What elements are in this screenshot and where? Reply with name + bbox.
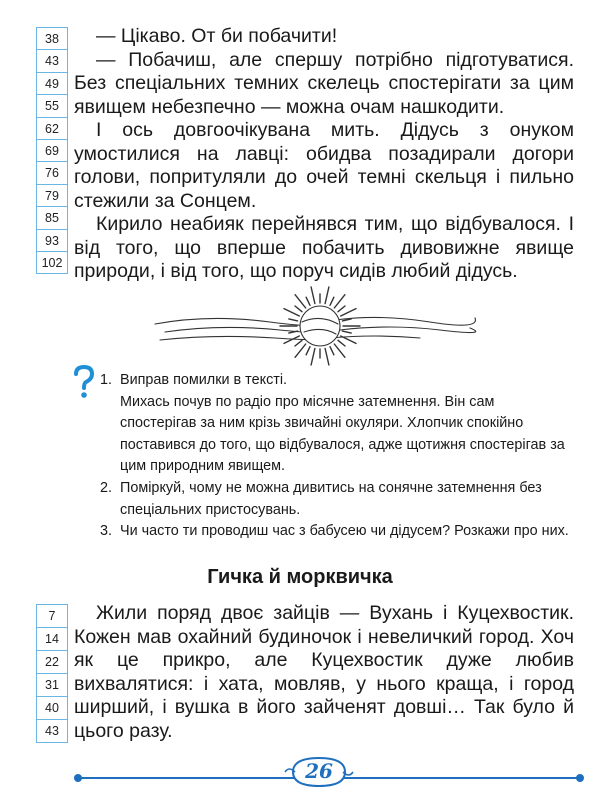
word-count-cell: 22 xyxy=(37,651,67,674)
sun-ray xyxy=(338,340,345,346)
word-count-cell: 85 xyxy=(37,207,67,229)
question-number: 3. xyxy=(100,523,113,540)
question-title: Чи часто ти проводиш час з бабусею чи дідусем? Розкажи про них. xyxy=(120,523,569,540)
question-mark-icon xyxy=(73,365,95,399)
word-count-cell: 38 xyxy=(37,28,67,50)
word-count-cell: 43 xyxy=(37,720,67,743)
questions-block xyxy=(100,370,570,543)
question-number: 2. xyxy=(100,479,113,496)
sun-ray xyxy=(311,287,315,304)
sun-ray xyxy=(330,347,334,355)
sun-ray xyxy=(306,347,310,355)
word-count-cell: 43 xyxy=(37,50,67,72)
word-count-cell: 49 xyxy=(37,73,67,95)
sun-ray xyxy=(295,344,306,357)
story-text-top xyxy=(74,25,574,284)
word-count-column-top xyxy=(36,27,68,274)
story-title: Гичка й морквичка xyxy=(207,566,393,588)
word-count-column-bottom xyxy=(36,604,68,743)
sun-ray xyxy=(334,295,345,308)
story-paragraph: — Цікаво. От би побачити! xyxy=(96,25,338,47)
sun-ray xyxy=(289,319,298,321)
sun-ray xyxy=(325,287,329,304)
sun-ray xyxy=(284,309,299,316)
sun-ray xyxy=(295,295,306,308)
word-count-cell: 7 xyxy=(37,605,67,628)
question-body: Михась почув по радіо про місячне затемнення. Він сам спостерігав за ним крізь звичайні окуляри. Хлопчик спокійно поставився до того, що відбувалося, адже щотижня спостерігав за цим природним явищем. xyxy=(120,393,565,475)
sun-ray xyxy=(342,331,351,333)
question-item xyxy=(100,521,570,543)
sun-ray xyxy=(306,297,310,305)
question-number: 1. xyxy=(100,372,113,388)
word-count-cell: 76 xyxy=(37,162,67,184)
page-number: 26 xyxy=(305,759,333,783)
word-count-cell: 40 xyxy=(37,697,67,720)
sun-ray xyxy=(330,297,334,305)
question-item xyxy=(100,370,570,478)
sun-eclipse-illustration xyxy=(150,284,480,368)
word-count-cell: 55 xyxy=(37,95,67,117)
sun-ray xyxy=(334,344,345,357)
word-count-cell: 14 xyxy=(37,628,67,651)
story-text-bottom xyxy=(74,602,574,743)
word-count-cell: 93 xyxy=(37,230,67,252)
word-count-cell: 69 xyxy=(37,140,67,162)
word-count-cell: 62 xyxy=(37,118,67,140)
word-count-cell: 79 xyxy=(37,185,67,207)
story-paragraph: Жили поряд двоє зайців — Вухань і Куцехвостик. Кожен мав охайний будиночок і невеличкий город. Хоч як це прикро, але Куцехвостик дуже любив вихвалятися: і хата, мовляв, у нього краща, і город ширший, і вушка в його зайченят довші… Так було й цього разу. xyxy=(74,602,574,742)
story-paragraph: Кирило неабияк перейнявся тим, що відбувалося. І від того, що вперше побачить дивовижне явище природи, і від того, що поруч сидів любий дідусь. xyxy=(74,213,574,282)
sun-ray xyxy=(338,306,345,312)
story-paragraph: І ось довгоочікувана мить. Дідусь з онуком умостилися на лавці: обидва позадирали догори голови, попритуляли до очей темні скельця і пильно стежили за Сонцем. xyxy=(74,119,574,212)
sun-ray xyxy=(311,348,315,365)
question-item xyxy=(100,478,570,521)
sun-ray xyxy=(341,309,356,316)
story-paragraph: — Побачиш, але спершу потрібно підготуватися. Без спеціальних темних скелець спостерігати за цим явищем небезпечно — можна очам нашкодити. xyxy=(74,48,574,118)
word-count-cell: 31 xyxy=(37,674,67,697)
word-count-cell: 102 xyxy=(37,252,67,274)
sun-ray xyxy=(295,306,302,312)
sun-ray xyxy=(325,348,329,365)
question-title: Виправ помилки в тексті. xyxy=(120,372,288,388)
sun-ray xyxy=(295,340,302,346)
question-title: Поміркуй, чому не можна дивитись на сонячне затемнення без спеціальних пристосувань. xyxy=(120,479,542,518)
